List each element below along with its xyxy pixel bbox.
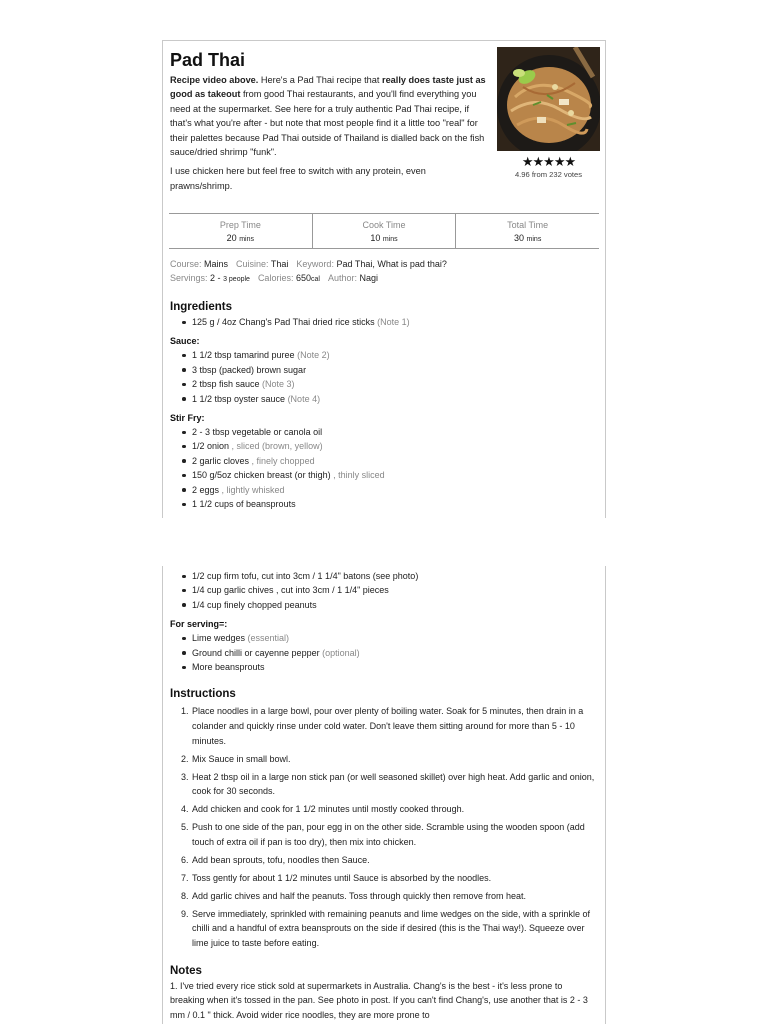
time-value bbox=[169, 231, 312, 247]
ingredient-text: Lime wedges bbox=[192, 633, 246, 644]
intro-lead: Recipe video above. bbox=[170, 75, 259, 85]
keyword-label: Keyword: bbox=[296, 259, 334, 269]
time-number: 20 bbox=[226, 233, 237, 243]
sauce-list bbox=[163, 348, 605, 406]
servings-value[interactable]: 2 - bbox=[210, 273, 221, 283]
serving-heading: For serving=: bbox=[170, 619, 228, 630]
ingredient-text: 1/4 cup finely chopped peanuts bbox=[192, 599, 317, 610]
ingredient-item bbox=[182, 315, 605, 329]
ingredient-item bbox=[182, 439, 605, 453]
ingredients-heading: Ingredients bbox=[170, 301, 232, 313]
prep-time bbox=[169, 214, 312, 248]
servings-unit: 3 people bbox=[223, 276, 250, 283]
ingredient-item bbox=[182, 660, 605, 674]
recipe-header bbox=[163, 41, 605, 205]
ingredient-note: , sliced (brown, yellow) bbox=[229, 441, 323, 452]
ingredient-text: 1 1/2 tbsp oyster sauce bbox=[192, 393, 286, 404]
meta-row-1 bbox=[170, 257, 598, 271]
step-text: Place noodles in a large bowl, pour over plenty of boiling water. Soak for 5 minutes, then drain in a colander and quickly rinse under cold water. Don't leave them sitting around for more than 5 - 10 minutes. bbox=[192, 706, 584, 746]
ingredient-note: (essential) bbox=[245, 633, 290, 644]
instructions-list bbox=[163, 704, 605, 950]
ingredient-item bbox=[182, 454, 605, 468]
ingredient-text: 3 tbsp (packed) brown sugar bbox=[192, 364, 307, 375]
time-unit: mins bbox=[526, 236, 542, 243]
ingredient-note: , thinly sliced bbox=[330, 470, 385, 481]
intro-paragraph-2: I use chicken here but feel free to switch with any protein, even prawns/shrimp. bbox=[170, 166, 426, 191]
step-number: 8. bbox=[181, 890, 189, 901]
ingredient-note: (Note 2) bbox=[294, 350, 330, 361]
servings-label: Servings: bbox=[170, 273, 208, 283]
stirfry-heading: Stir Fry: bbox=[170, 413, 205, 424]
calories-value: 650 bbox=[295, 273, 311, 283]
recipe-meta bbox=[163, 249, 605, 287]
course-value: Mains bbox=[204, 259, 229, 269]
instruction-step bbox=[182, 907, 597, 951]
step-text: Serve immediately, sprinkled with remaining peanuts and lime wedges on the side, with a sprinkle of chilli and a handful of extra beansprouts on the side if desired (this is the Thai way!). Squeeze over lime juice to taste before eating. bbox=[192, 908, 591, 948]
instruction-step bbox=[182, 770, 597, 799]
ingredient-item bbox=[182, 583, 605, 597]
recipe-title: Pad Thai bbox=[170, 50, 246, 70]
notes-text: 1. I've tried every rice stick sold at supermarkets in Australia. Chang's is the best - it's less prone to breaking when it's tossed in the pan. See photo in post. If you can't find Chang's, use another that is 2 - 3 mm / 0.1 " thick. Avoid wider rice noodles, they are more prone to bbox=[170, 980, 588, 1020]
step-number: 6. bbox=[181, 854, 189, 865]
ingredient-item bbox=[182, 363, 605, 377]
notes-heading: Notes bbox=[170, 964, 202, 977]
intro-text-a: Here's a Pad Thai recipe that bbox=[258, 75, 382, 85]
sauce-heading: Sauce: bbox=[170, 336, 200, 347]
step-text: Push to one side of the pan, pour egg in on the other side. Scramble using the wooden spoon (add touch of extra oil if pan is too dry), then mix into chicken. bbox=[192, 822, 585, 847]
step-number: 4. bbox=[181, 804, 189, 815]
time-label: Total Time bbox=[507, 220, 549, 230]
time-unit: mins bbox=[382, 236, 398, 243]
step-number: 3. bbox=[181, 771, 189, 782]
time-value bbox=[456, 231, 599, 247]
recipe-intro bbox=[170, 73, 488, 198]
recipe-card-top bbox=[162, 40, 606, 518]
step-text: Add bean sprouts, tofu, noodles then Sauce. bbox=[192, 854, 370, 865]
time-label: Prep Time bbox=[219, 220, 261, 230]
keyword-value: Pad Thai, What is pad thai? bbox=[336, 259, 447, 269]
ingredient-text: 2 tbsp fish sauce bbox=[192, 379, 260, 390]
meta-row-2 bbox=[170, 271, 598, 287]
ingredient-item bbox=[182, 569, 605, 583]
ingredient-text: 1 1/2 tbsp tamarind puree bbox=[192, 350, 295, 361]
cuisine-value: Thai bbox=[270, 259, 289, 269]
ingredient-item bbox=[182, 598, 605, 612]
ingredient-item bbox=[182, 483, 605, 497]
time-number: 30 bbox=[514, 233, 525, 243]
step-text: Toss gently for about 1 1/2 minutes until Sauce is absorbed by the noodles. bbox=[192, 872, 492, 883]
ingredient-note: , finely chopped bbox=[249, 455, 315, 466]
instruction-step bbox=[182, 802, 597, 817]
ingredient-text: 2 garlic cloves bbox=[192, 455, 250, 466]
step-number: 9. bbox=[181, 908, 189, 919]
time-label: Cook Time bbox=[362, 220, 406, 230]
ingredient-text: 1 1/2 cups of beansprouts bbox=[192, 499, 296, 510]
step-number: 2. bbox=[181, 753, 189, 764]
ingredient-note: (Note 1) bbox=[374, 317, 410, 327]
instruction-step bbox=[182, 853, 597, 868]
step-text: Heat 2 tbsp oil in a large non stick pan (or well seasoned skillet) over high heat. Add garlic and onion, cook for 30 seconds. bbox=[192, 771, 595, 797]
calories-unit: cal bbox=[311, 276, 320, 283]
intro-emphasis: really does taste just as good as takeout bbox=[170, 75, 486, 100]
instruction-step bbox=[182, 820, 597, 849]
cuisine-label: Cuisine: bbox=[236, 259, 269, 269]
ingredient-note: (Note 4) bbox=[285, 393, 321, 404]
ingredient-item bbox=[182, 425, 605, 439]
step-text: Add garlic chives and half the peanuts. Toss through quickly then remove from heat. bbox=[192, 890, 527, 901]
ingredient-note: , lightly whisked bbox=[219, 484, 285, 495]
time-number: 10 bbox=[370, 233, 381, 243]
calories-label: Calories: bbox=[257, 273, 294, 283]
star-rating-icon[interactable]: ★★★★★ bbox=[521, 154, 576, 169]
ingredient-item bbox=[182, 392, 605, 406]
ingredient-text: 1/2 cup firm tofu, cut into 3cm / 1 1/4" batons (see photo) bbox=[192, 571, 419, 581]
time-value bbox=[313, 231, 456, 247]
ingredient-note: (optional) bbox=[319, 647, 360, 658]
ingredient-note: (Note 3) bbox=[259, 379, 295, 390]
instruction-step bbox=[182, 889, 597, 904]
pad-thai-photo bbox=[497, 47, 600, 151]
recipe-photo bbox=[497, 47, 600, 151]
ingredient-text: Ground chilli or cayenne pepper bbox=[192, 647, 320, 658]
instruction-step bbox=[182, 871, 597, 886]
step-number: 7. bbox=[181, 872, 189, 883]
cook-time bbox=[312, 214, 456, 248]
recipe-rating[interactable] bbox=[497, 154, 600, 181]
author-value: Nagi bbox=[359, 273, 379, 283]
ingredient-item bbox=[182, 348, 605, 362]
ingredient-item bbox=[182, 497, 605, 511]
ingredient-item bbox=[182, 631, 605, 645]
course-label: Course: bbox=[170, 259, 202, 269]
ingredients-base-list bbox=[163, 315, 605, 329]
recipe-card-bottom bbox=[162, 566, 606, 1024]
step-number: 5. bbox=[181, 822, 189, 833]
ingredient-text: More beansprouts bbox=[192, 662, 265, 673]
ingredient-text: 2 - 3 tbsp vegetable or canola oil bbox=[192, 427, 323, 438]
step-number: 1. bbox=[181, 706, 189, 717]
ingredient-text: 150 g/5oz chicken breast (or thigh) bbox=[192, 470, 331, 481]
step-text: Add chicken and cook for 1 1/2 minutes until mostly cooked through. bbox=[192, 804, 465, 815]
author-label: Author: bbox=[327, 273, 357, 283]
ingredient-item bbox=[182, 377, 605, 391]
ingredient-text: 1/4 cup garlic chives , cut into 3cm / 1 1/4" pieces bbox=[192, 585, 389, 596]
serving-list bbox=[163, 631, 605, 674]
rating-votes: 4.96 from 232 votes bbox=[514, 170, 583, 179]
stirfry-list-continued bbox=[163, 569, 605, 612]
intro-paragraph-1 bbox=[170, 73, 488, 159]
ingredient-item bbox=[182, 468, 605, 482]
recipe-times bbox=[169, 213, 599, 249]
ingredient-item bbox=[182, 646, 605, 660]
instruction-step bbox=[182, 752, 597, 767]
ingredient-text: 2 eggs bbox=[192, 484, 220, 495]
ingredient-text: 125 g / 4oz Chang's Pad Thai dried rice sticks bbox=[192, 317, 375, 327]
instructions-heading: Instructions bbox=[170, 688, 236, 701]
instruction-step bbox=[182, 704, 597, 748]
stirfry-list bbox=[163, 425, 605, 511]
total-time bbox=[455, 214, 599, 248]
intro-text-b: from good Thai restaurants, and you'll find everything you need at the supermarket. See here for a truly authentic Pad Thai recipe, if that's what you're after - but note that most people find it a little too "real" for their palettes because Pad Thai outside of Thailand is dialled back on the fish sauce/dried shrimp "funk". bbox=[170, 89, 485, 158]
ingredient-text: 1/2 onion bbox=[192, 441, 230, 452]
step-text: Mix Sauce in small bowl. bbox=[192, 753, 291, 764]
time-unit: mins bbox=[239, 236, 254, 243]
